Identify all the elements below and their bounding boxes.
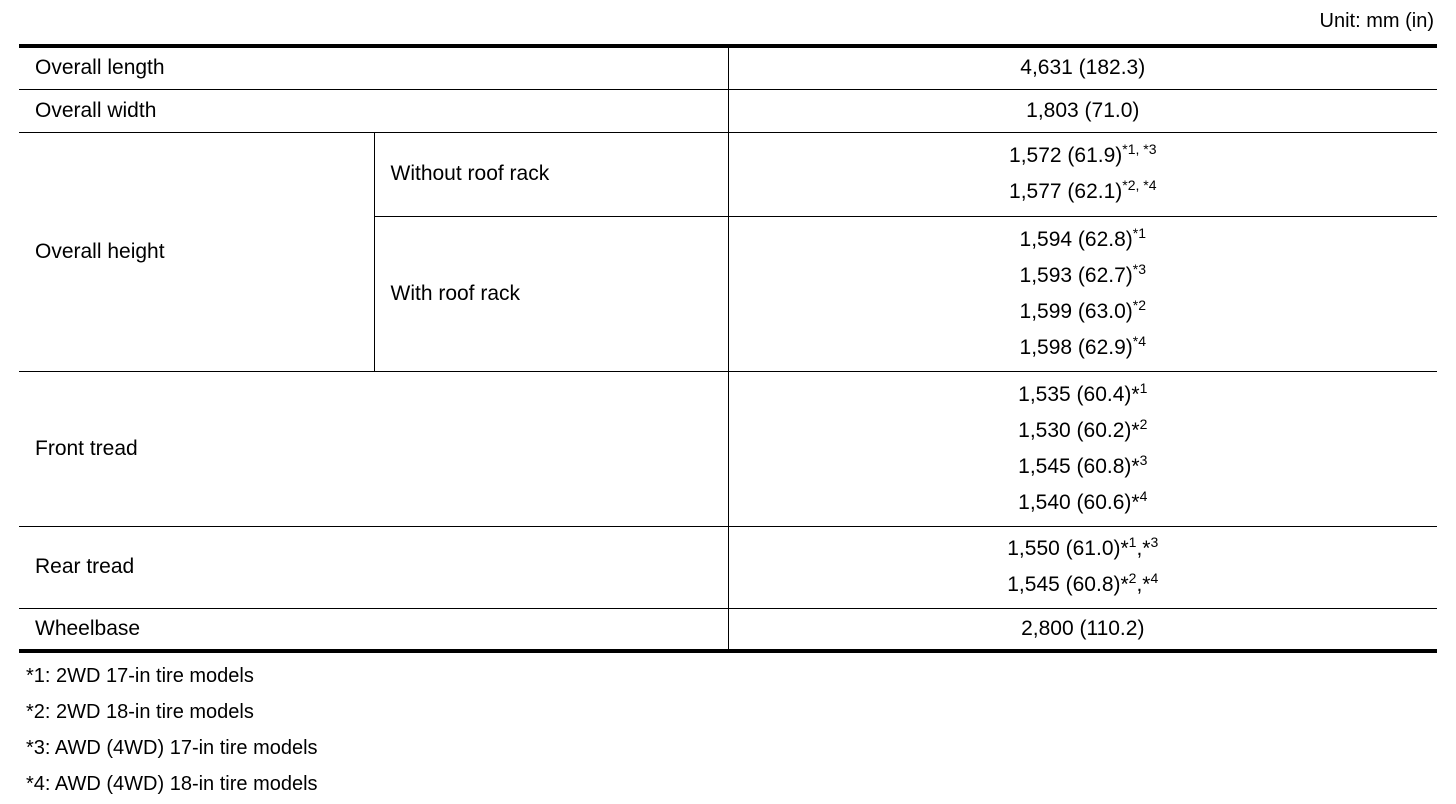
- table-row-wheelbase: [19, 608, 1437, 651]
- row-label: Overall height: [19, 132, 374, 371]
- row-value: [728, 132, 1437, 216]
- value-line: 1,540 (60.6)*$^4$: [1018, 487, 1148, 514]
- footnotes: [26, 658, 318, 802]
- row-label: Front tread: [19, 371, 728, 526]
- row-value: [728, 371, 1437, 526]
- value-line: 1,598 $(62.9)^{*4}$: [1019, 332, 1146, 359]
- table-row-overall-length: [19, 46, 1437, 89]
- value-line: 1,594 $(62.8)^{*1}$: [1019, 224, 1146, 251]
- value-line: 1,545 (60.8)*$^3$: [1018, 451, 1148, 478]
- value-line: 1,535 (60.4)*$^1$: [1018, 379, 1148, 406]
- table-row-front-tread: [19, 371, 1437, 526]
- row-value: 4,631 (182.3): [728, 46, 1437, 89]
- value-line: 1,545 (60.8)*$^2$,*$^4$: [1007, 570, 1159, 596]
- row-value: 2,800 (110.2): [728, 608, 1437, 651]
- unit-label: Unit: mm (in): [1319, 10, 1434, 32]
- sub-label: With roof rack: [374, 216, 728, 371]
- dimensions-table: [19, 44, 1437, 653]
- row-label: Overall length: [19, 46, 728, 89]
- value-line: 1,599 $(63.0)^{*2}$: [1019, 296, 1146, 323]
- table-row-height-without-rack: [19, 132, 1437, 216]
- row-label: Overall width: [19, 89, 728, 132]
- footnote: *2: 2WD 18-in tire models: [26, 701, 254, 723]
- row-value: [728, 216, 1437, 371]
- row-label: Wheelbase: [19, 608, 728, 651]
- footnote: *4: AWD (4WD) 18-in tire models: [26, 773, 318, 795]
- footnote: *3: AWD (4WD) 17-in tire models: [26, 737, 318, 759]
- row-value: 1,803 (71.0): [728, 89, 1437, 132]
- value-line: 1,593 $(62.7)^{*3}$: [1019, 260, 1146, 287]
- table-row-rear-tread: [19, 526, 1437, 608]
- value-line: 1,550 (61.0)*$^1$,*$^3$: [1007, 534, 1159, 560]
- value-line: 1,572 $(61.9)^{*1, *3}$: [1009, 141, 1157, 167]
- sub-label: Without roof rack: [374, 132, 728, 216]
- footnote: *1: 2WD 17-in tire models: [26, 665, 254, 687]
- value-line: 1,577 $(62.1)^{*2, *4}$: [1009, 177, 1157, 203]
- value-line: 1,530 (60.2)*$^2$: [1018, 415, 1148, 442]
- table-row-overall-width: [19, 89, 1437, 132]
- row-label: Rear tread: [19, 526, 728, 608]
- row-value: [728, 526, 1437, 608]
